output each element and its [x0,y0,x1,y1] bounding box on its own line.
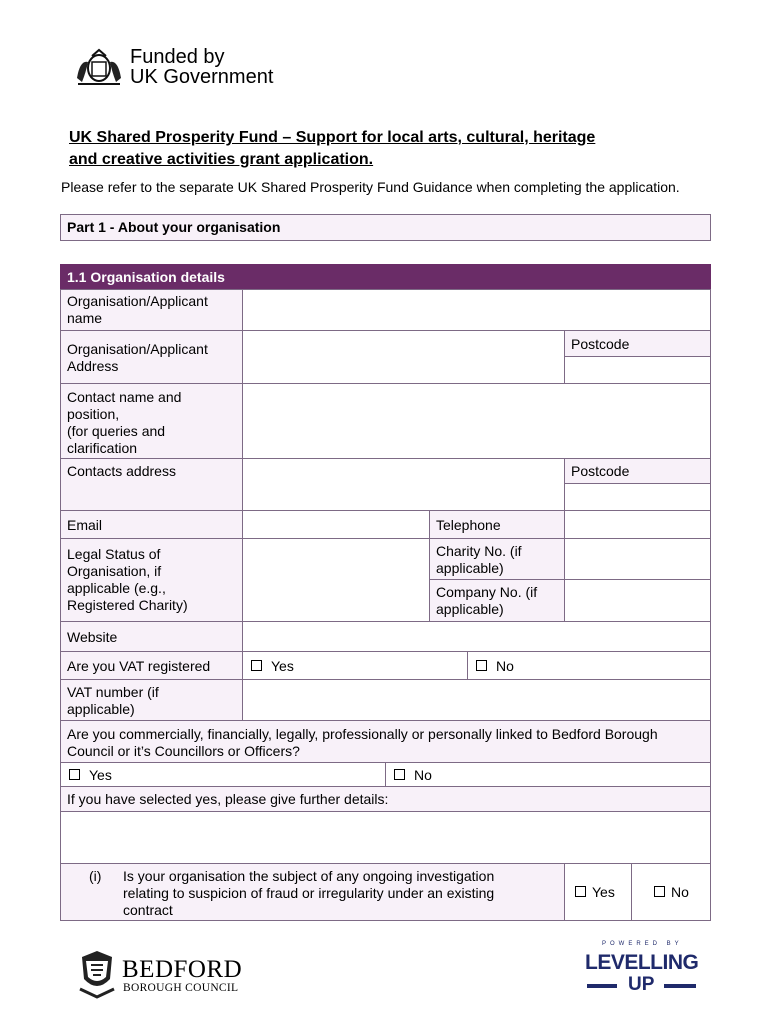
contacts-address-field[interactable] [242,458,565,511]
question-i: (i) Is your organisation the subject of any ongoing investigation relating to suspicion of fraud or irregularity under an existing contract [60,863,565,921]
charity-no-field[interactable] [564,538,711,580]
linked-no-option[interactable]: No [385,762,711,787]
org-address-field[interactable] [242,330,565,384]
levelling-line-left [587,984,617,988]
company-no-field[interactable] [564,579,711,622]
telephone-field[interactable] [564,510,711,539]
levelling-line-right [664,984,696,988]
website-label: Website [60,621,243,652]
telephone-label: Telephone [429,510,565,539]
legal-status-label: Legal Status of Organisation, if applicable (e.g., Registered Charity) [60,538,243,622]
checkbox-icon[interactable] [654,886,665,897]
further-details-field[interactable] [60,811,711,864]
section-header: 1.1 Organisation details [60,264,711,290]
borough-council-text: BOROUGH COUNCIL [123,982,239,994]
contacts-postcode-label: Postcode [564,458,711,484]
uk-government-text: UK Government [130,66,274,88]
question-i-no-option[interactable]: No [631,863,711,921]
email-label: Email [60,510,243,539]
vat-number-label: VAT number (if applicable) [60,679,243,721]
website-field[interactable] [242,621,711,652]
checkbox-icon[interactable] [251,660,262,671]
levelling-up-logo [584,940,704,996]
linked-yes-option[interactable]: Yes [60,762,386,787]
org-postcode-field[interactable] [564,356,711,384]
email-field[interactable] [242,510,430,539]
question-i-yes-option[interactable]: Yes [564,863,632,921]
contact-name-field[interactable] [242,383,711,459]
vat-number-field[interactable] [242,679,711,721]
linked-question: Are you commercially, financially, legally, professionally or personally linked to Bedford Borough Council or it’s Councillors or Officers? [60,720,711,763]
contact-name-label: Contact name and position, (for queries and clarification [60,383,243,459]
charity-no-label: Charity No. (if applicable) [429,538,565,580]
royal-crest-icon [74,48,124,86]
vat-no-option[interactable]: No [467,651,711,680]
checkbox-icon[interactable] [69,769,80,780]
contacts-address-label: Contacts address [60,458,243,511]
checkbox-icon[interactable] [394,769,405,780]
up-text: UP [628,974,655,995]
contacts-postcode-field[interactable] [564,483,711,511]
page-title-line1: UK Shared Prosperity Fund – Support for local arts, cultural, heritage [69,129,596,146]
org-name-field[interactable] [242,289,711,331]
part1-heading: Part 1 - About your organisation [60,214,711,241]
powered-by-text: POWERED BY [602,941,683,947]
vat-registered-label: Are you VAT registered [60,651,243,680]
bedford-crest-icon [76,949,118,999]
postcode-label: Postcode [564,330,711,357]
intro-text: Please refer to the separate UK Shared Prosperity Fund Guidance when completing the application. [61,179,680,195]
uk-government-logo [74,45,304,91]
vat-yes-option[interactable]: Yes [242,651,468,680]
checkbox-icon[interactable] [476,660,487,671]
checkbox-icon[interactable] [575,886,586,897]
bedford-text: BEDFORD [122,956,243,983]
company-no-label: Company No. (if applicable) [429,579,565,622]
org-address-label: Organisation/Applicant Address [60,330,243,384]
further-details-label: If you have selected yes, please give further details: [60,786,711,812]
page-title-line2: and creative activities grant application. [69,151,374,168]
legal-status-field[interactable] [242,538,430,622]
funded-by-text: Funded by [130,46,225,68]
bedford-borough-logo [76,949,266,999]
org-name-label: Organisation/Applicant name [60,289,243,331]
levelling-text: LEVELLING [585,951,699,974]
